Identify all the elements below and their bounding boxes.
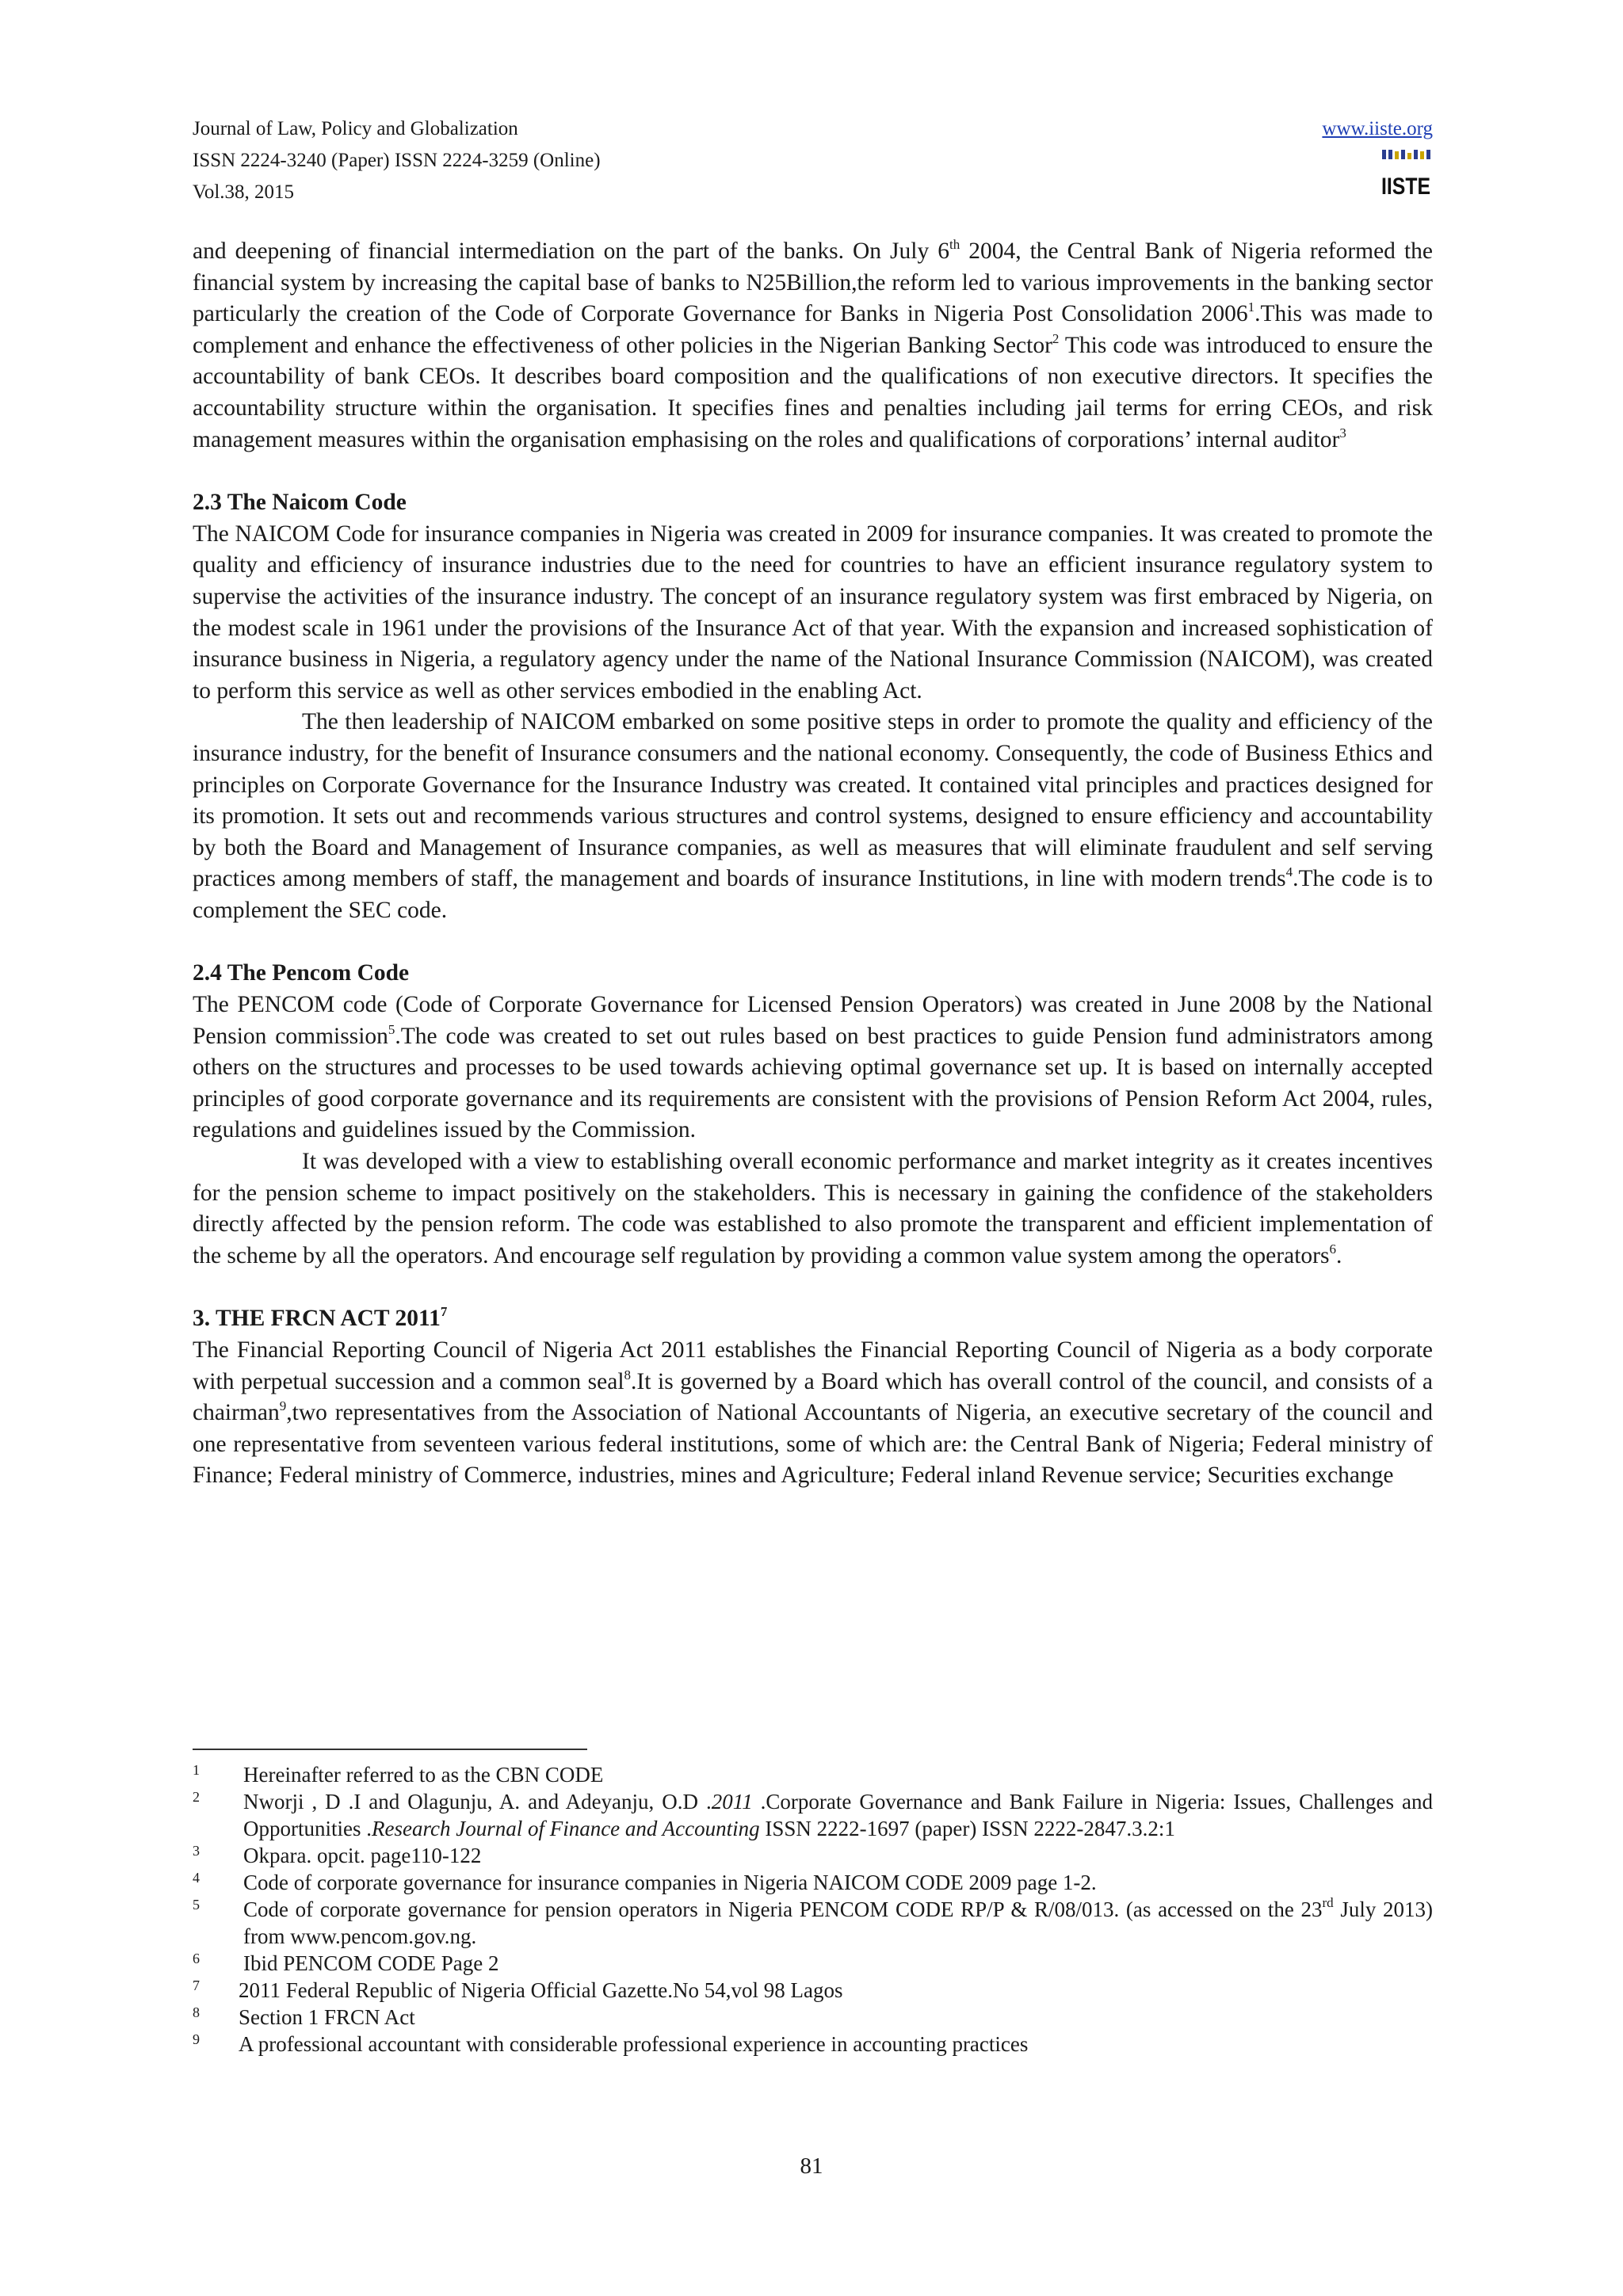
footnote-ref-8[interactable]: 8 xyxy=(624,1367,632,1383)
footnote-ref-2[interactable]: 2 xyxy=(1052,330,1060,346)
intro-paragraph: and deepening of financial intermediation on the part of the banks. On July 6th 2004, the Central Bank of Nigeria reformed the financial system by increasing the capital base of banks to N25Billion,the reform led to various improvements in the banking sector particularly the creation of the Code of Corporate Governance for Banks in Nigeria Post Consolidation 2006$^1$.This was made to complement and enhance the effectiveness of other policies in the Nigerian Banking Sector$^2$ This code was introduced to ensure the accountability of bank CEOs. It describes board composition and the qualifications of non executive directors. It specifies the accountability structure within the organisation. It specifies fines and penalties including jail terms for erring CEOs, and risk management measures within the organisation emphasising on the roles and qualifications of corporations’ internal auditor$^3$ xyxy=(193,237,1433,452)
footnote-ref-3[interactable]: 3 xyxy=(1339,425,1346,441)
pencom-paragraph-2: It was developed with a view to establishing overall economic performance and market integrity as it creates incentives for the pension scheme to impact positively on the stakeholders. This is necessary in gaining the confidence of the stakeholders directly affected by the pension reform. The code was established to also promote the transparent and efficient implementation of the scheme by all the operators. And encourage self regulation by providing a common value system among the operators$^6$. xyxy=(193,1149,1433,1268)
footnote-2: 2 Nworji , D .I and Olagunju, A. and Adeyanju, O.D .2011 .Corporate Governance and Bank Failure in Nigeria: Issues, Challenges and Opportunities .Research Journal of Finance and Accounting ISSN 2222-1697 (paper) ISSN 2222-2847.3.2:1 xyxy=(193,1789,1433,1840)
footnotes xyxy=(193,1761,1433,2058)
article-body xyxy=(193,236,1433,1492)
issn-line: ISSN 2224-3240 (Paper) ISSN 2224-3259 (Online) xyxy=(193,150,601,171)
footnote-ref-4[interactable]: 4 xyxy=(1285,864,1293,880)
journal-title: Journal of Law, Policy and Globalization xyxy=(193,118,518,139)
footnote-ref-6[interactable]: 6 xyxy=(1329,1241,1336,1257)
section-heading-pencom: 2.4 The Pencom Code xyxy=(193,960,410,986)
naicom-paragraph-1: The NAICOM Code for insurance companies in Nigeria was created in 2009 for insurance companies. It was created to promote the quality and efficiency of insurance industries due to the need for countries to have an efficient insurance regulatory system to supervise the activities of the insurance industry. The concept of an insurance regulatory system was first embraced by Nigeria, on the modest scale in 1961 under the provisions of the Insurance Act of that year. With the expansion and increased sophistication of insurance business in Nigeria, a regulatory agency under the name of the National Insurance Commission (NAICOM), was created to perform this service as well as other services embodied in the enabling Act. xyxy=(193,521,1433,704)
footnote-ref-7[interactable]: 7 xyxy=(440,1304,448,1320)
iiste-logo-icon xyxy=(1381,148,1431,200)
footnote-8: 8 Section 1 FRCN Act xyxy=(193,2004,415,2029)
footnote-ref-9[interactable]: 9 xyxy=(279,1398,287,1414)
footnote-5: 5 Code of corporate governance for pension operators in Nigeria PENCOM CODE RP/P & R/08/013. (as accessed on the 23rd July 2013) from www.pencom.gov.ng. xyxy=(193,1895,1434,1948)
footnote-4: 4 Code of corporate governance for insurance companies in Nigeria NAICOM CODE 2009 page 1-2. xyxy=(193,1870,1097,1894)
logo-wordmark: IISTE xyxy=(1381,174,1430,200)
footnote-divider xyxy=(193,1749,587,1750)
naicom-paragraph-2: The then leadership of NAICOM embarked on some positive steps in order to promote the quality and efficiency of the insurance industry, for the benefit of Insurance consumers and the national economy. Consequently, the code of Business Ethics and principles on Corporate Governance for the Insurance Industry was created. It contained vital principles and practices designed for its promotion. It sets out and recommends various structures and control systems, designed to ensure efficiency and accountability by both the Board and Management of Insurance companies, as well as measures that will eliminate fraudulent and self serving practices among members of staff, the management and boards of insurance Institutions, in line with modern trends$^4$.The code is to complement the SEC code. xyxy=(193,709,1433,923)
footnote-1: 1 Hereinafter referred to as the CBN CODE xyxy=(193,1762,604,1787)
running-header xyxy=(193,113,1433,208)
footnote-6: 6 Ibid PENCOM CODE Page 2 xyxy=(193,1951,499,1975)
section-heading-frcn: 3. THE FRCN ACT 2011$^7$ xyxy=(193,1304,448,1332)
footnote-7: 7 2011 Federal Republic of Nigeria Official Gazette.No 54,vol 98 Lagos xyxy=(193,1978,843,2002)
pencom-paragraph-1: The PENCOM code (Code of Corporate Governance for Licensed Pension Operators) was created in June 2008 by the National Pension commission$^5$.The code was created to set out rules based on best practices to guide Pension fund administrators among others on the structures and processes to be used towards achieving optimal governance set up. It is based on internally accepted principles of good corporate governance and its requirements are consistent with the provisions of Pension Reform Act 2004, rules, regulations and guidelines issued by the Commission. xyxy=(193,992,1433,1143)
website-link[interactable]: www.iiste.org xyxy=(1322,118,1433,139)
footnote-ref-1[interactable]: 1 xyxy=(1247,299,1255,315)
frcn-paragraph-1: The Financial Reporting Council of Nigeria Act 2011 establishes the Financial Reporting Council of Nigeria as a body corporate with perpetual succession and a common seal$^8$.It is governed by a Board which has overall control of the council, and consists of a chairman$^9$,two representatives from the Association of National Accountants of Nigeria, an executive secretary of the council and one representative from seventeen various federal institutions, some of which are: the Central Bank of Nigeria; Federal ministry of Finance; Federal ministry of Commerce, industries, mines and Agriculture; Federal inland Revenue service; Securities exchange xyxy=(193,1337,1433,1489)
section-heading-naicom: 2.3 The Naicom Code xyxy=(193,490,407,516)
volume-line: Vol.38, 2015 xyxy=(193,181,295,203)
page-number: 81 xyxy=(800,2153,823,2179)
footnote-3: 3 Okpara. opcit. page110-122 xyxy=(193,1843,482,1867)
footnote-9: 9 A professional accountant with considerable professional experience in accounting practices xyxy=(193,2031,1029,2056)
footnote-ref-5[interactable]: 5 xyxy=(388,1021,395,1037)
